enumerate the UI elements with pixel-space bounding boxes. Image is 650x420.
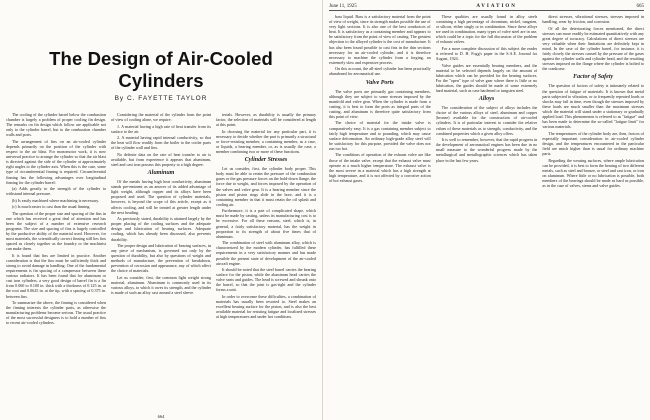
right-page — [323, 0, 650, 420]
paragraph: The question of factors of safety is intimately related to the question of fatigue of materials. It is known that metal parts subjected to vibration, or to frequently repeated loads or shocks may fail in time, even though the stresses imposed by these loads are much smaller than the maximum stresses which the material will stand under a stationary or gradually applied load. This phenomenon is referred to as "fatigue" and has been made to determine the so-called "fatigue limit" for various materials. — [542, 83, 645, 130]
paragraph: Considering the material of the cylinder from the point of view of cooling alone, we require: — [111, 112, 211, 123]
section-heading-aluminum: Aluminum — [147, 170, 175, 177]
paragraph: These qualities are usually found in alloy steels containing a high percentage of chromium, nickel, tungsten, or silicon, either singly or in combination. Since these alloys are used in combination, many types of valve steel are in use, which could be a topic for the full discussion of the problem of exhaust valves. — [435, 14, 538, 45]
running-head — [329, 4, 644, 11]
right-column-3 — [542, 14, 644, 189]
paragraph: In choosing the material for any particular part, it is necessary to decide whether the part is primarily a structural or force-resisting member, a containing member, as a case, or liquids, a bearing member, or, as is usually the case, a member combining two or more of these functions. — [216, 128, 316, 155]
paragraph: No definite data on the rate of heat transfer to air is available, but from experience it appears that aluminum, steel and cast iron possess this property to a high degree. — [111, 151, 211, 168]
paragraph: Regarding the wearing surfaces, where ample lubrication can be provided, it is best to form the bearing of two different metals, such as steel and bronze, or steel and cast iron, or iron on aluminum. Where little or no lubrication is possible, both members of the bearings should be made as hard as possible, as in the case of valves, stems and valve guides. — [542, 157, 645, 188]
left-columns — [6, 112, 316, 327]
paragraph: The conditions of operation of the exhaust valve are like those of the intake valve, except that the exhaust valve must operate at a much higher temperature. The exhaust valve is the most severe in a material which has a high strength at high temperature, and it is not affected by a corrosive action of hot exhaust gases. — [329, 152, 431, 183]
section-heading-alloys: Alloys — [478, 96, 495, 103]
list-item: (c) Is much easier to cast than the usual finning. — [12, 204, 91, 210]
paragraph: The proper design and lubrication of bearing surfaces, in any piece of mechanism, is governed not only by the question of durability, but also by questions of weight and methods of manufacture, the prevention of breakdown, prevention of corrosion and appearance, any of which affect the choice of materials. — [111, 243, 211, 274]
paragraph: Of the metals having high heat conductivity, aluminum stands pre-eminent as an answer of its added advantage of light weight, although copper and its alloys have been proposed and used. The question of cylinder materials, however, is beyond the scope of this article, except as it affects cooling, and will be treated at greater length under the next heading. — [111, 179, 211, 215]
paragraph: The consideration of the subject of alloys includes the choice of the various alloys of steel, aluminum and copper (bronze) available for the construction of air-cooled cylinders. It is of particular interest to consider the relative values of these materials as to strength, conductivity, and the combined properties which a given alloy offers. — [435, 105, 538, 136]
paragraph: The combination of steel with aluminum alloy, which is characterized by the modern cylinder, has fulfilled these requirements in a very satisfactory manner and has made possible the present state of development of the air-cooled aircraft engine. — [216, 240, 316, 266]
paragraph: For a more complete discussion of this subject the reader is referred to D. H. Fogg's paper in the S.A.E. Journal for August, 1924. — [435, 45, 538, 62]
page-number-right: 665 — [636, 4, 644, 9]
article-byline: By C. FAYETTE TAYLOR — [114, 95, 208, 102]
section-heading-valve-ports: Valve Ports — [365, 79, 394, 86]
left-column-2 — [111, 112, 211, 327]
article-title: The Design of Air-Cooled Cylinders — [49, 48, 273, 91]
left-column-1 — [6, 112, 106, 327]
paragraph: The temperatures of the cylinder body are, then, factors of especially important consideration in air-cooled cylinder design, and the temperatures encountered in the particular field are much higher than is usual for ordinary machine parts. — [542, 130, 645, 157]
list-item: 2. A material having rapid internal conductivity, so that the heat will flow readily from the boiler to the cooler parts of the cylinder wall and fins. — [111, 135, 211, 151]
paragraph: Of all the deteriorating forces mentioned, the direct stresses can more readily be estimated quantitatively with any great degree of accuracy. Calculations of direct stresses are very valuable when their limitations are definitely kept in mind. In the case of the cylinder barrel, for instance, it is fairly closely the stresses caused by the pressure of the gases against the cylinder walls and cylinder head, and the resulting stresses imposed on the flange where the cylinder is bolted to the crankcase. — [542, 25, 645, 72]
paragraph: The arrangement of fins on an air-cooled cylinder depends primarily on the position of the cylinder with respect to the air blast. For monomotor work, it is now universal practice to arrange the cylinder so that the air blast is directed against the side of the cylinder at approximately right angles to the cylinder axis. When this is the case, some type of circumferential finning is required. Circumferential finning has the following advantages over longitudinal finning for the cylinder barrel: — [6, 138, 106, 185]
right-columns — [329, 14, 644, 189]
right-column-1 — [329, 14, 431, 189]
paragraph: Let us consider, first, the common light weight strong material, aluminum. Aluminum is commonly used in its various alloys, to which it owes its strength, and the cylinder is made of such an alloy cast around a steel sleeve. — [111, 274, 211, 296]
paragraph: To summarize the above, the finning is considered when the finning interests the cylinder parts, as otherwise the manufacturing problems become serious. The usual practice of the most successful designers is to hold a number of fins to recent air-cooled cylinders. — [6, 300, 106, 326]
paragraph: The cooling of the cylinder barrel below the combustion chamber is largely a problem of proper cooling fin design. The remarks on fin design which follow are applicable not only to the cylinder barrel, but to the combustion chamber walls and ports. — [6, 112, 106, 138]
paragraph: The question of the proper size and spacing of the fins in one which has received a great deal of attention and has been the subject of a number of extensive research programs. The size and spacing of fins is largely controlled by the productive ability of the material used. However, for most materials, the scientifically correct finning still lies fins spaced as closely together as the foundry or the machinist can make them. — [6, 210, 106, 252]
paragraph: It is found that fins are limited in practice. Another consideration is that the fins must be sufficiently thick and strong to avoid damage in handling. One of the fundamental requirements is fin spacing of a compressor between these various radiators. It has been found that for aluminum or cast iron cylinders, a very good design of barrel fin is a fin from 0.060 to 0.100 in. thick with a thickness of 0.125 in. at the root and 0.0625 in. at the tip, with a spacing of 0.375 in. between fins. — [6, 252, 106, 299]
paragraph: On this account, the all-steel cylinder has been practically abandoned for aeronautical use. — [329, 66, 431, 77]
paragraph: It is well to remember, however, that the rapid progress in the development of aeronautical engines has been due in no small measure to the wonderful progress made by the metallurgical and metallographic sciences which has taken place in the last few years. — [435, 137, 538, 163]
page-number-left: 664 — [157, 414, 165, 419]
paragraph: Valve guides are essentially bearing members, and the material to be selected depends largely on the amount of lubrication which can be provided for the bearing surfaces. For the "open" type of valve gear where there is little or no lubrication, the guides should be made of some extremely hard material, such as case hardened or tungsten steel. — [435, 62, 538, 94]
paragraph: terials. However, as durability is usually the primary factor, the selection of materials will be considered at length at this point. — [216, 112, 316, 128]
paragraph: The choice of material for the intake valve is comparatively easy. It is a gas containing member subject to fairly high temperature and to pounding, which may cause surface deformation. An ordinary high-grade alloy steel will be satisfactory for this purpose, provided the valve does not run too hot. — [329, 120, 431, 151]
paragraph: Furthermore, it is a part of complicated shape, which must be made by casting, unless its manufacturing cost is to be excessive. For all these reasons, steel, which is, in general, a fairly satisfactory material, has the weight in proportion to its strength of about five times that of aluminum. — [216, 208, 316, 239]
paragraph: The valve ports are primarily gas containing members, although they are subject to some stresses imposed by the manifold and valve gear. When the cylinder is made from a casting, it is best to form the ports as integral parts of the casting, and aluminum is therefore quite satisfactory from this point of view. — [329, 88, 431, 119]
left-page — [0, 0, 323, 420]
left-column-3 — [216, 112, 316, 327]
paragraph: As previously stated, durability is attained largely by the proper placing of the cooling surfaces and the adequate design and lubrication of bearing surfaces. Adequate cooling, which has already been discussed, also prevents durability. — [111, 216, 211, 242]
section-heading-factor-of-safety: Factor of Safety — [573, 74, 614, 81]
paragraph: Let us consider, first, the cylinder body proper. This body must be able to retain the pressure of the combustion gases or the gas pressure forces on the hold-down flange, the force due to weight, and forces imposed by the operation of the valves and valve gear. It is a bearing member since the piston and piston rings slide in the bore, and it is a containing member in that it must retain the oil splash and cooling air. — [216, 166, 316, 207]
paragraph: In order to overcome these difficulties, a combination of materials has usually been resorted to. Steel makes an excellent bearing surface for the piston, and is also the best available material for resisting fatigue and localized stresses at high temperatures and under hot conditions. — [216, 293, 316, 320]
section-heading-cylinder-stresses: Cylinder Stresses — [244, 157, 288, 164]
paragraph: bass liquid. Bass is a satisfactory material from the point of view of weight, since its strength makes possible the use of very light sections. It is also one of the best conductors of heat. It is satisfactory as a containing member and appears to be satisfactory from the point of view of casting. The greatest objection to the alloyed cylinder is the cost of manufacture. It has also been found possible to cast fins in the thin sections necessary for an air-cooled cylinder, and it is therefore necessary to machine the cylinder from a forging, an extremely slow and expensive process. — [329, 14, 431, 65]
issue-date: June 11, 1925 — [329, 4, 357, 9]
journal-name: AVIATION — [476, 4, 517, 9]
paragraph: It should be noted that the steel barrel carries the bearing surface for the piston, while the aluminum head carries the valve seats and guides. The head is screwed and shrunk onto the barrel, so that the joint is gas-tight and the cylinder forms a unit. — [216, 267, 316, 293]
paragraph: direct stresses, vibrational stresses, stresses imposed in handling, wear by friction, and corrosion. — [542, 14, 645, 25]
right-column-2 — [436, 14, 538, 189]
list-item: (a) Adds greatly to the strength of the cylinder to withstand internal pressure. — [6, 186, 106, 197]
list-item: 1. A material having a high rate of heat transfer from its surface to the air. — [111, 123, 211, 134]
list-item: (b) Is easily machined where machining is necessary. — [12, 197, 100, 203]
